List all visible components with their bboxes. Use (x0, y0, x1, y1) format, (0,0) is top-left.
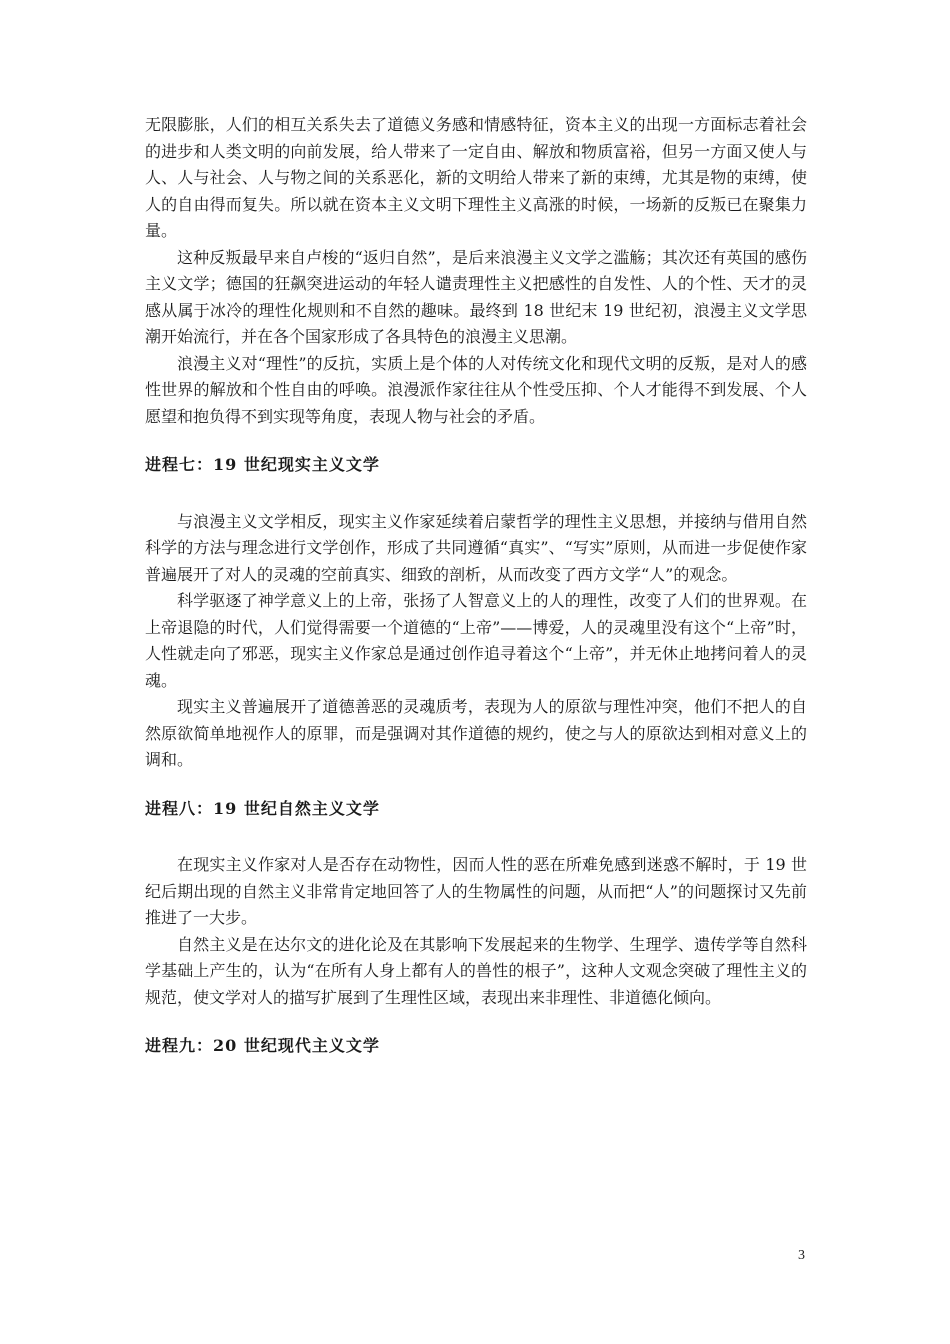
paragraph-romanticism: 浪漫主义对“理性”的反抗，实质上是个体的人对传统文化和现代文明的反叛，是对人的感性世界的解放和个性自由的呼唤。浪漫派作家往往从个性受压抑、个人才能得不到发展、个人愿望和抱负得不到实现等角度，表现人物与社会的矛盾。 (145, 353, 807, 426)
document-page (145, 112, 807, 1060)
page-number: 3 (798, 1248, 805, 1263)
paragraph-naturalism-intro: 在现实主义作家对人是否存在动物性，因而人性的恶在所难免感到迷惑不解时，于 19 世纪后期出现的自然主义非常肯定地回答了人的生物属性的问题，从而把“人”的问题探讨又先前推进了一大步。 (145, 855, 807, 927)
paragraph-realism-intro: 与浪漫主义文学相反，现实主义作家延续着启蒙哲学的理性主义思想，并接纳与借用自然科学的方法与理念进行文学创作，形成了共同遵循“真实”、“写实”原则，从而进一步促使作家普遍展开了对人的灵魂的空前真实、细致的剖析，从而改变了西方文学“人”的观念。 (145, 511, 807, 584)
paragraph-rousseau: 这种反叛最早来自卢梭的“返归自然”，是后来浪漫主义文学之滥觞；其次还有英国的感伤主义文学；德国的狂飙突进运动的年轻人谴责理性主义把感性的自发性、人的个性、天才的灵感从属于冰冷的理性化规则和不自然的趣味。最终到 18 世纪末 19 世纪初，浪漫主义文学思潮开始流行，并在各个国家形成了各具特色的浪漫主义思潮。 (145, 247, 807, 346)
paragraph-naturalism-darwin: 自然主义是在达尔文的进化论及在其影响下发展起来的生物学、生理学、遗传学等自然科学基础上产生的，认为“在所有人身上都有人的兽性的根子”，这种人文观念突破了理性主义的规范，使文学对人的描写扩展到了生理性区域，表现出来非理性、非道德化倾向。 (145, 934, 807, 1007)
section-heading-process-9: 进程九：20 世纪现代主义文学 (145, 1036, 380, 1055)
paragraph-realism-morality: 现实主义普遍展开了道德善恶的灵魂质考，表现为人的原欲与理性冲突，他们不把人的自然原欲简单地视作人的原罪，而是强调对其作道德的规约，使之与人的原欲达到相对意义上的调和。 (145, 697, 807, 769)
section-heading-process-8: 进程八：19 世纪自然主义文学 (145, 798, 380, 818)
paragraph-realism-science: 科学驱逐了神学意义上的上帝，张扬了人智意义上的人的理性，改变了人们的世界观。在上帝退隐的时代，人们觉得需要一个道德的“上帝”——博爱，人的灵魂里没有这个“上帝”时，人性就走向了邪恶，现实主义作家总是通过创作追寻着这个“上帝”，并无休止地拷问着人的灵魂。 (145, 591, 807, 690)
paragraph-continuation: 无限膨胀，人们的相互关系失去了道德义务感和情感特征，资本主义的出现一方面标志着社会的进步和人类文明的向前发展，给人带来了一定自由、解放和物质富裕，但另一方面又使人与人、人与社会、人与物之间的关系恶化，新的文明给人带来了新的束缚，尤其是物的束缚，使人的自由得而复失。所以就在资本主义文明下理性主义高涨的时候，一场新的反叛已在聚集力量。 (145, 115, 807, 240)
section-heading-process-7: 进程七：19 世纪现实主义文学 (145, 455, 380, 474)
